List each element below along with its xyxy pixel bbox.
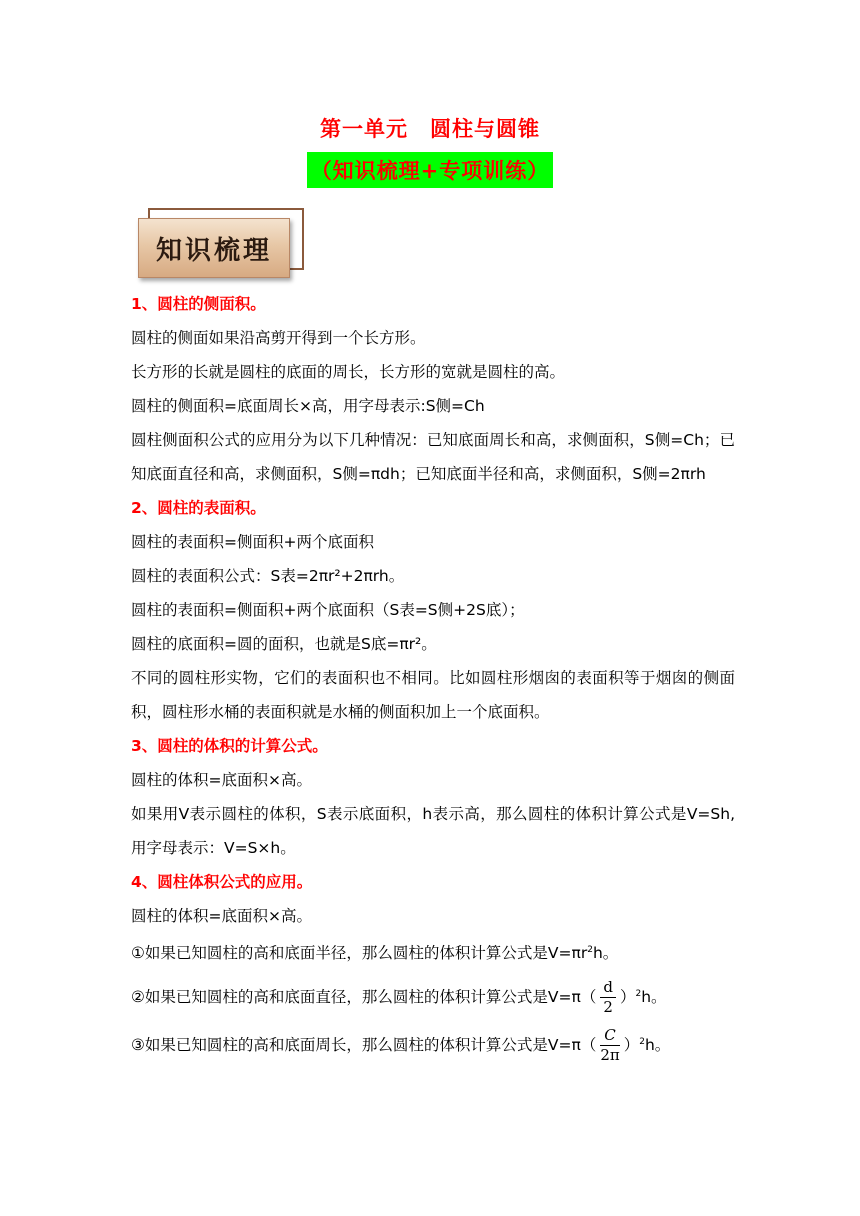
paragraph: 圆柱的侧面如果沿高剪开得到一个长方形。: [131, 329, 426, 347]
formula-end: h。: [592, 944, 619, 962]
fraction-denominator: 2π: [600, 1046, 620, 1064]
title-part2: 圆柱与圆锥: [430, 116, 540, 141]
paragraph: 不同的圆柱形实物，它们的表面积也不相同。比如圆柱形烟囱的表面积等于烟囱的侧面积，圆柱形水桶的表面积就是水桶的侧面积加上一个底面积。: [131, 669, 735, 721]
page-subtitle: （知识梳理+专项训练）: [307, 152, 554, 188]
paragraph: 圆柱的表面积=侧面积+两个底面积（S表=S侧+2S底）；: [131, 601, 525, 619]
fraction: [600, 980, 616, 1015]
paragraph: 圆柱的体积=底面积×高。: [131, 907, 312, 925]
fraction: [600, 1028, 619, 1063]
formula-line: [131, 933, 735, 970]
paragraph: 圆柱的侧面积=底面周长×高，用字母表示:S侧=Ch: [131, 397, 485, 415]
fraction-denominator: 2: [603, 998, 613, 1016]
paragraph: 圆柱的底面积=圆的面积，也就是S底=πr²。: [131, 635, 437, 653]
paragraph: 圆柱侧面积公式的应用分为以下几种情况：已知底面周长和高，求侧面积，S侧=Ch；已知底面直径和高，求侧面积，S侧=πdh；已知底面半径和高，求侧面积，S侧=2πrh: [131, 431, 735, 483]
formula-close: ）: [619, 988, 636, 1006]
formula-close: ）: [623, 1036, 640, 1054]
page-title: [0, 113, 860, 143]
subtitle-container: [0, 152, 860, 188]
formula-text: ①如果已知圆柱的高和底面半径，那么圆柱的体积计算公式是V=πr: [131, 944, 588, 962]
exponent: 2: [587, 945, 593, 955]
section-heading: 3、圆柱的体积的计算公式。: [131, 737, 328, 755]
paragraph: 圆柱的表面积=侧面积+两个底面积: [131, 533, 374, 551]
formula-line: [131, 970, 735, 1018]
formula-end: h。: [644, 1036, 671, 1054]
title-part1: 第一单元: [320, 116, 408, 141]
section-heading: 4、圆柱体积公式的应用。: [131, 873, 313, 891]
document-body: [131, 287, 735, 1066]
exponent: 2: [639, 1037, 645, 1047]
formula-end: h。: [641, 988, 667, 1006]
formula-text: ③如果已知圆柱的高和底面周长，那么圆柱的体积计算公式是V=π（: [131, 1036, 597, 1054]
badge-label: 知识梳理: [155, 235, 272, 266]
formula-line: [131, 1018, 735, 1066]
section-heading: 1、圆柱的侧面积。: [131, 295, 266, 313]
section-heading: 2、圆柱的表面积。: [131, 499, 266, 517]
section-badge: [138, 208, 302, 278]
paragraph: 长方形的长就是圆柱的底面的周长，长方形的宽就是圆柱的高。: [131, 363, 566, 381]
paragraph: 圆柱的体积=底面积×高。: [131, 771, 312, 789]
formula-text: ②如果已知圆柱的高和底面直径，那么圆柱的体积计算公式是V=π（: [131, 988, 597, 1006]
badge-plate: [138, 218, 290, 278]
paragraph: 如果用V表示圆柱的体积，S表示底面积，h表示高，那么圆柱的体积计算公式是V=Sh,用字母表示：V=S×h。: [131, 805, 735, 857]
fraction-numerator: d: [600, 980, 616, 998]
exponent: 2: [635, 989, 642, 999]
fraction-numerator: C: [600, 1028, 619, 1046]
paragraph: 圆柱的表面积公式：S表=2πr²+2πrh。: [131, 567, 405, 585]
